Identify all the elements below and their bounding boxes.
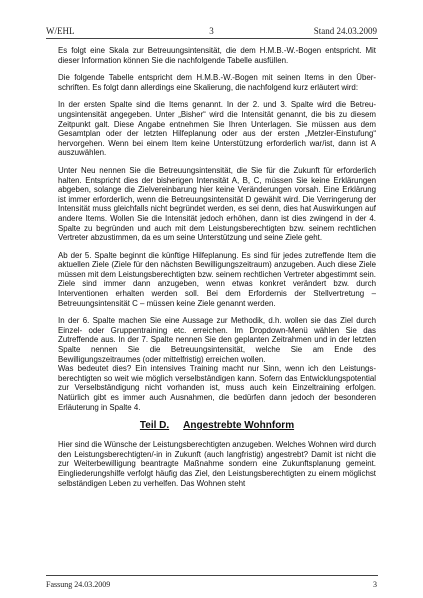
header-left: W/EHL [46, 26, 75, 36]
footer-version: Fassung 24.03.2009 [46, 580, 111, 589]
section-title: Angestrebte Wohnform [183, 420, 295, 432]
paragraph: In der 6. Spalte machen Sie eine Aussage zur Methodik, d.h. wollen sie das Ziel durch Einzel- oder Gruppentraining etc. erreichen. Im Dropdown-Menü wählen Sie das Zutreffende aus. In der 7. Spalte nennen Sie den geplanten Zeitrahmen und in der letzten Spalte nennen Sie die Betreuungsintensität, welche Sie am Ende des Bewilligungszeitraumes (oder mittelfristig) erreichen wollen. [58, 316, 376, 364]
header-page-number: 3 [209, 26, 214, 36]
paragraph: Unter Neu nennen Sie die Betreuungsintensität, die Sie für die Zukunft für erforderlich halten. Entspricht dies der bisherigen Intensität A, B, C, müssen Sie keine Erklärungen abgeben, solange die Zielvereinbarung hier keine Veränderungen vorsah. Eine Erklärung ist immer erforderlich, wenn die Betreuungsintensität D gewählt wird. Die Verringerung der Intensität muss gleichfalls nicht begründet werden, es sei denn, dies hat Auswirkungen auf andere Items. Wollen Sie die Intensität jedoch erhöhen, dann ist dies zwingend in der 4. Spalte zu begründen und auch mit dem Leistungsberechtigten bzw. seinem rechtlichen Vertreter abzustimmen, da es um seine Unterstützung und seine Ziele geht. [58, 165, 376, 243]
footer-page-number: 3 [373, 580, 377, 589]
header-rule [46, 38, 378, 39]
paragraph: Es folgt eine Skala zur Betreuungsintensität, die dem H.M.B.-W.-Bogen entspricht. Mit dieser Information können Sie die nachfolgende Tabelle ausfüllen. [58, 46, 376, 65]
header-date: Stand 24.03.2009 [313, 26, 377, 36]
body-text [58, 46, 376, 496]
section-heading [58, 420, 376, 432]
footer-rule [46, 575, 378, 576]
paragraph: Was bedeutet dies? Ein intensives Training macht nur Sinn, wenn ich den Leistungsberechtigten so weit wie möglich verselbständigen kann. Sofern das Entwicklungspotential zur Verselbständigung nicht vorhanden ist, muss auch kein Einzeltraining erfolgen. Natürlich gibt es immer auch Ausnahmen, die bedürfen dann jedoch der besonderen Erläuterung in Spalte 4. [58, 364, 376, 412]
paragraph: Die folgende Tabelle entspricht dem H.M.B.-W.-Bogen mit seinen Items in den Überschriften. Es folgt dann allerdings eine Skalierung, die nachfolgend kurz erläutert wird: [58, 73, 376, 92]
paragraph: Ab der 5. Spalte beginnt die künftige Hilfeplanung. Es sind für jedes zutreffende Item die aktuellen Ziele (Ziele für den nächsten Bewilligungszeitraum) anzugeben. Auch diese Ziele müssen mit dem Leistungsberechtigten bzw. seinem rechtlichen Vertreter abgestimmt sein. Ziele sind immer dann anzugeben, wenn etwas konkret verändert bzw. durch Interventionen erhalten werden soll. Bei dem Erfordernis der Stellvertretung – Betreuungsintensität C – müssen keine Ziele genannt werden. [58, 250, 376, 308]
paragraph: In der ersten Spalte sind die Items genannt. In der 2. und 3. Spalte wird die Betreuungsintensität angegeben. Unter „Bisher“ wird die Intensität genannt, die bis zu diesem Zeitpunkt galt. Diese Angabe entnehmen Sie Ihren Unterlagen. Sie müssen aus dem Gesamtplan oder der letzten Hilfeplanung oder aus der ersten „Metzler-Einstufung“ hervorgehen. Wenn bei einem Item keine Unterstützung erforderlich war/ist, dann ist A auszuwählen. [58, 100, 376, 158]
paragraph: Hier sind die Wünsche der Leistungsberechtigten anzugeben. Welches Wohnen wird durch den Leistungsberechtigten/-in in Zukunft (auch langfristig) angestrebt? Damit ist nicht die zur Weiterbewilligung beantragte Maßnahme sondern eine Zukunftsplanung gemeint. Eingliederungshilfe verfolgt häufig das Ziel, den Leistungsberechtigten zu einem möglichst selbständigen Leben zu verhelfen. Das Wohnen steht [58, 440, 376, 488]
section-number: Teil D. [139, 420, 170, 432]
